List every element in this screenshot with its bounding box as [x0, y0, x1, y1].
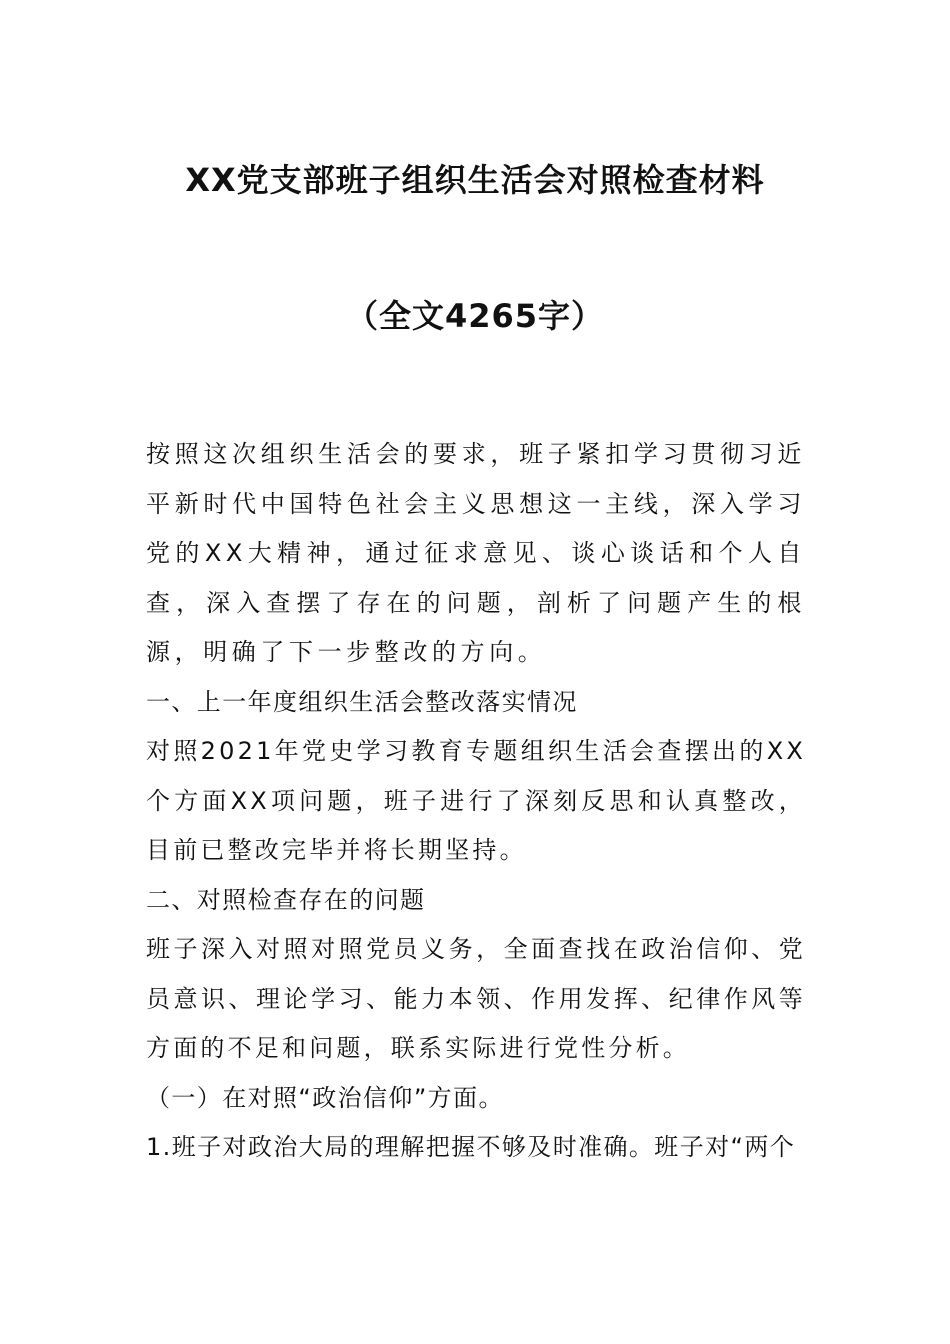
subsection-heading-1: （一）在对照“政治信仰”方面。 — [146, 1083, 504, 1112]
document-body — [146, 430, 806, 1173]
intro-paragraph: 按照这次组织生活会的要求，班子紧扣学习贯彻习近平新时代中国特色社会主义思想这一主线，深入学习党的XX大精神，通过征求意见、谈心谈话和个人自查，深入查摆了存在的问题，剖析了问题产生的根源，明确了下一步整改的方向。 — [146, 440, 806, 666]
section-2-paragraph: 班子深入对照对照党员义务，全面查找在政治信仰、党员意识、理论学习、能力本领、作用发挥、纪律作风等方面的不足和问题，联系实际进行党性分析。 — [146, 935, 806, 1062]
section-heading-2: 二、对照检查存在的问题 — [146, 885, 426, 914]
item-1-paragraph: 1.班子对政治大局的理解把握不够及时准确。班子对“两个 — [146, 1133, 796, 1161]
section-heading-1: 一、上一年度组织生活会整改落实情况 — [146, 687, 578, 716]
document-title: XX党支部班子组织生活会对照检查材料 — [185, 161, 765, 199]
section-1-paragraph: 对照2021年党史学习教育专题组织生活会查摆出的XX个方面XX项问题，班子进行了深刻反思和认真整改，目前已整改完毕并将长期坚持。 — [146, 737, 806, 864]
word-count-subtitle: （全文4265字） — [345, 297, 605, 335]
